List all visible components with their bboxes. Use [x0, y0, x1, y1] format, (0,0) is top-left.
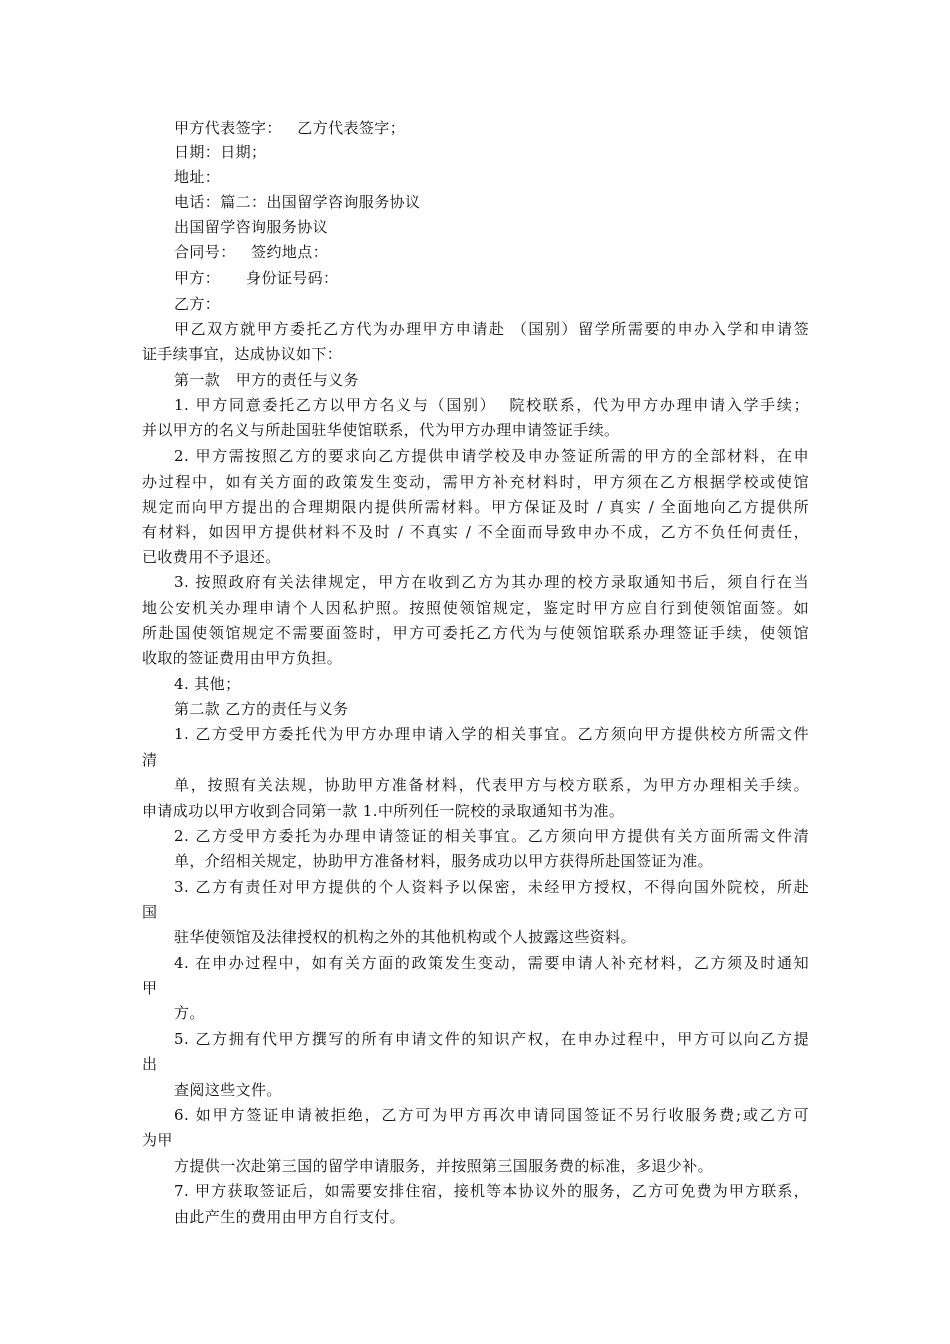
paragraph-line: 7. 甲方获取签证后，如需要安排住宿，接机等本协议外的服务，乙方可免费为甲方联系， [174, 1182, 809, 1200]
party-a-line: 甲方： 身份证号码： [174, 269, 339, 287]
paragraph-line: 单，介绍相关规定，协助甲方准备材料，服务成功以甲方获得所赴国签证为准。 [174, 852, 714, 870]
paragraph-line: 1. 乙方受甲方委托代为甲方办理申请入学的相关事宜。乙方须向甲方提供校方所需文件 [174, 725, 809, 743]
signature-line: 甲方代表签字： 乙方代表签字； [174, 119, 406, 137]
paragraph-line: 清 [142, 751, 158, 769]
paragraph-line: 3. 按照政府有关法律规定，甲方在收到乙方为其办理的校方录取通知书后，须自行在当 [174, 573, 809, 591]
paragraph-line: 规定而向甲方提出的合理期限内提供所需材料。甲方保证及时 / 真实 / 全面地向乙方提供所 [142, 498, 809, 516]
paragraph-line: 驻华使领馆及法律授权的机构之外的其他机构或个人披露这些资料。 [174, 928, 637, 946]
paragraph-line: 并以甲方的名义与所赴国驻华使馆联系，代为甲方办理申请签证手续。 [142, 421, 620, 439]
paragraph-line: 2. 甲方需按照乙方的要求向乙方提供申请学校及申办签证所需的甲方的全部材料，在申 [174, 447, 809, 465]
paragraph-line: 1. 甲方同意委托乙方以甲方名义与（国别） 院校联系，代为甲方办理申请入学手续； [174, 396, 809, 414]
paragraph-line: 单，按照有关法规，协助甲方准备材料，代表甲方与校方联系，为甲方办理相关手续。 [174, 776, 809, 794]
section-heading: 第二款 乙方的责任与义务 [174, 700, 349, 718]
paragraph-line: 国 [142, 903, 158, 921]
paragraph-line: 由此产生的费用由甲方自行支付。 [174, 1208, 406, 1226]
paragraph-line: 6. 如甲方签证申请被拒绝，乙方可为甲方再次申请同国签证不另行收服务费;或乙方可 [174, 1106, 809, 1124]
address-line: 地址： [174, 168, 221, 186]
paragraph-line: 出 [142, 1055, 158, 1073]
party-b-line: 乙方： [174, 295, 221, 313]
phone-line: 电话：篇二：出国留学咨询服务协议 [174, 193, 421, 211]
paragraph-line: 收取的签证费用由甲方负担。 [142, 649, 343, 667]
paragraph-line: 为甲 [142, 1131, 173, 1149]
section-heading: 第一款 甲方的责任与义务 [174, 371, 359, 389]
paragraph-line: 方提供一次赴第三国的留学申请服务，并按照第三国服务费的标准，多退少补。 [174, 1157, 714, 1175]
paragraph-line: 甲 [142, 979, 158, 997]
paragraph-line: 4. 在申办过程中，如有关方面的政策发生变动，需要申请人补充材料，乙方须及时通知 [174, 954, 809, 972]
paragraph-line: 所赴国使领馆规定不需要面签时，甲方可委托乙方代为与使领馆联系办理签证手续，使领馆 [142, 624, 809, 642]
paragraph-line: 证手续事宜，达成协议如下： [142, 345, 343, 363]
paragraph-line: 2. 乙方受甲方委托为办理申请签证的相关事宜。乙方须向甲方提供有关方面所需文件清 [174, 827, 809, 845]
paragraph-line: 地公安机关办理申请个人因私护照。按照使领馆规定，鉴定时甲方应自行到使领馆面签。如 [142, 599, 809, 617]
paragraph-line: 申请成功以甲方收到合同第一款 1.中所列任一院校的录取通知书为准。 [142, 802, 625, 820]
paragraph-line: 方。 [174, 1004, 205, 1022]
paragraph-line: 5. 乙方拥有代甲方撰写的所有申请文件的知识产权，在申办过程中，甲方可以向乙方提 [174, 1030, 809, 1048]
date-line: 日期：日期； [174, 143, 267, 161]
contract-number-line: 合同号： 签约地点： [174, 243, 329, 261]
agreement-title: 出国留学咨询服务协议 [174, 218, 329, 236]
paragraph-line: 办过程中，如有关方面的政策发生变动，需甲方补充材料时，甲方须在乙方根据学校或使馆 [142, 473, 809, 491]
paragraph-line: 3. 乙方有责任对甲方提供的个人资料予以保密，未经甲方授权，不得向国外院校，所赴 [174, 878, 809, 896]
paragraph-line: 4. 其他； [174, 675, 241, 693]
paragraph-line: 有材料，如因甲方提供材料不及时 / 不真实 / 不全面而导致申办不成，乙方不负任何责任， [142, 523, 809, 541]
paragraph-line: 已收费用不予退还。 [142, 548, 281, 566]
paragraph-line: 查阅这些文件。 [174, 1081, 282, 1099]
paragraph-line: 甲乙双方就甲方委托乙方代为办理甲方申请赴 （国别）留学所需要的申办入学和申请签 [174, 320, 809, 338]
